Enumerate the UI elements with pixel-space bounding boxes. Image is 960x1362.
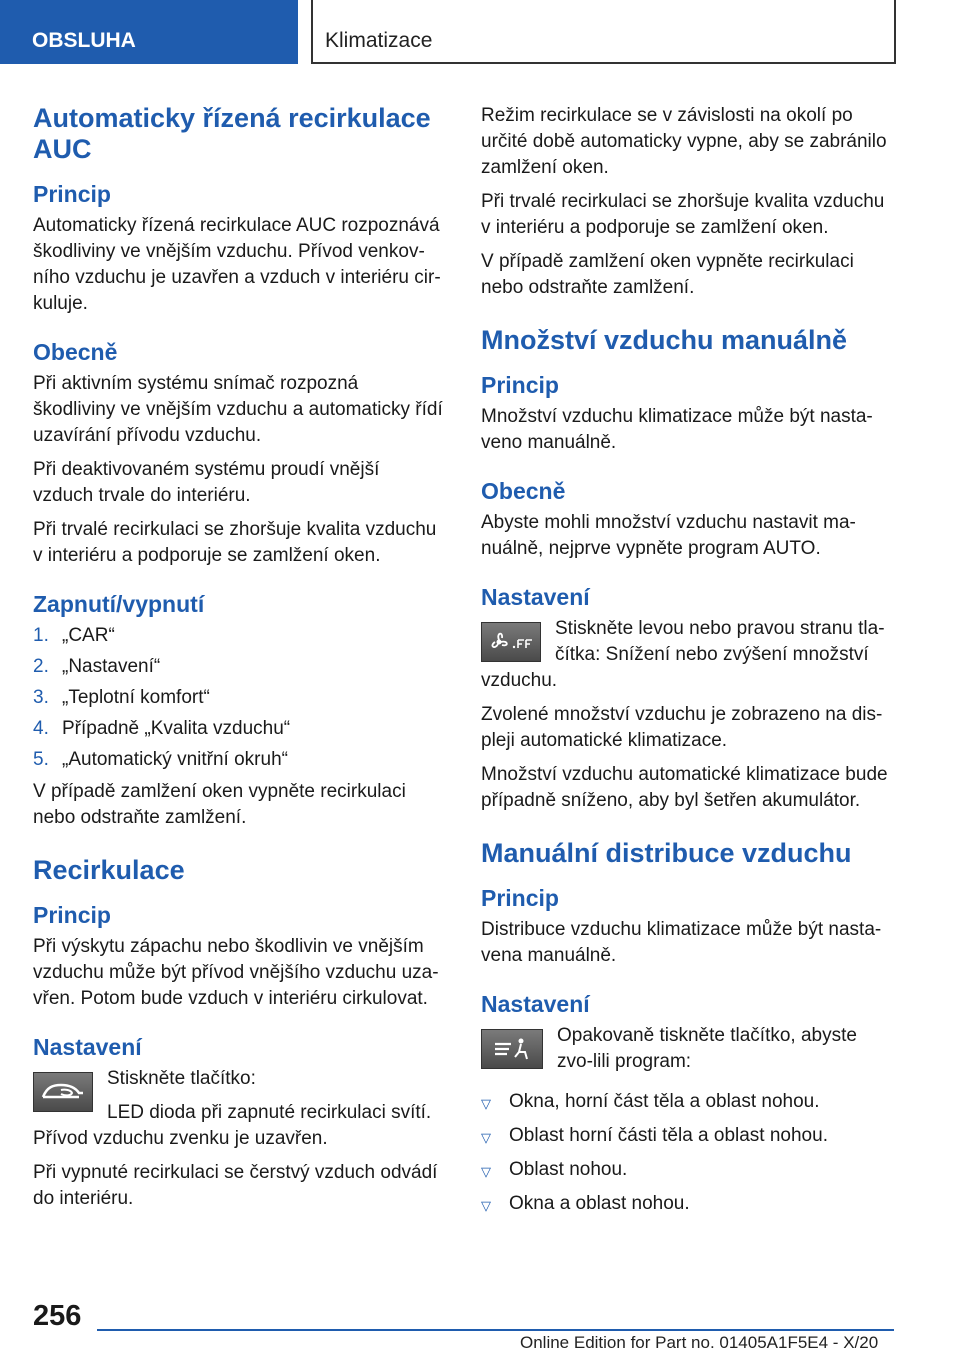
recirc-princip-text: Při výskytu zápachu nebo škodlivin ve vnějším vzduchu může být přívod vnějšího vzduchu uza-vřen. Potom bude vzduch v interiéru cirkulovat. bbox=[33, 936, 439, 1009]
heading-mnozstvi: Množství vzduchu manuálně bbox=[481, 325, 848, 355]
list-item bbox=[33, 623, 443, 649]
d-press-text: Opakovaně tiskněte tlačítko, abyste zvo-lili program: bbox=[557, 1025, 857, 1072]
auc-obecne-p3: Při trvalé recirkulaci se zhoršuje kvalita vzduchu v interiéru a podporuje se zamlžení oken. bbox=[33, 519, 437, 566]
section-tab: OBSLUHA bbox=[0, 0, 298, 64]
recirc-led-text: LED dioda při zapnuté recirkulaci svítí. Přívod vzduchu zvenku je uzavřen. bbox=[33, 1102, 432, 1149]
d-princip-text: Distribuce vzduchu klimatizace může být nasta-vena manuálně. bbox=[481, 919, 882, 966]
right-column bbox=[481, 103, 893, 1225]
heading-auc-princip: Princip bbox=[33, 181, 111, 207]
list-item bbox=[33, 685, 443, 711]
onoff-steps bbox=[33, 623, 443, 773]
heading-onoff: Zapnutí/vypnutí bbox=[33, 591, 205, 617]
right-top-p2: Při trvalé recirkulaci se zhoršuje kvalita vzduchu v interiéru a podporuje se zamlžení oken. bbox=[481, 191, 885, 238]
heading-recirc-nastaveni: Nastavení bbox=[33, 1034, 142, 1060]
heading-distribuce: Manuální distribuce vzduchu bbox=[481, 838, 852, 868]
step-number: 1. bbox=[33, 625, 49, 646]
program-text: Oblast nohou. bbox=[509, 1159, 628, 1180]
program-text: Okna, horní část těla a oblast nohou. bbox=[509, 1091, 820, 1112]
list-item bbox=[33, 716, 443, 742]
heading-recirc-princip: Princip bbox=[33, 902, 111, 928]
triangle-bullet-icon: ▽ bbox=[481, 1164, 491, 1179]
mn-princip-text: Množství vzduchu klimatizace může být nasta-veno manuálně. bbox=[481, 406, 873, 453]
heading-mn-nastaveni: Nastavení bbox=[481, 584, 590, 610]
fan-button-row bbox=[481, 616, 893, 702]
step-text: „Nastavení“ bbox=[62, 656, 161, 677]
auc-obecne-p2: Při deaktivovaném systému proudí vnější vzduch trvale do interiéru. bbox=[33, 459, 380, 506]
triangle-bullet-icon: ▽ bbox=[481, 1198, 491, 1213]
recirc-button-row bbox=[33, 1066, 443, 1160]
step-text: „Automatický vnitřní okruh“ bbox=[62, 749, 288, 770]
heading-recirc: Recirkulace bbox=[33, 855, 185, 885]
auc-obecne-p1: Při aktivním systému snímač rozpozná škodliviny ve vnějším vzduchu a automaticky řídí uzavírání přívodu vzduchu. bbox=[33, 373, 443, 446]
step-text: Případně „Kvalita vzduchu“ bbox=[62, 718, 291, 739]
topic-title: Klimatizace bbox=[311, 0, 896, 64]
program-text: Okna a oblast nohou. bbox=[509, 1193, 690, 1214]
list-item bbox=[481, 1191, 893, 1219]
list-item bbox=[481, 1089, 893, 1117]
list-item bbox=[481, 1157, 893, 1185]
onoff-note: V případě zamlžení oken vypněte recirkulaci nebo odstraňte zamlžení. bbox=[33, 781, 406, 828]
mn-p1: Zvolené množství vzduchu je zobrazeno na dis-pleji automatické klimatizace. bbox=[481, 704, 883, 751]
triangle-bullet-icon: ▽ bbox=[481, 1096, 491, 1111]
right-top-p1: Režim recirkulace se v závislosti na okolí po určité době automaticky vypne, aby se zabránilo zamlžení oken. bbox=[481, 105, 887, 178]
edition-text: Online Edition for Part no. 01405A1F5E4 - X/20 bbox=[520, 1333, 879, 1352]
recirc-off-text: Při vypnuté recirkulaci se čerstvý vzduch odvádí do interiéru. bbox=[33, 1162, 438, 1209]
footer-divider bbox=[97, 1329, 894, 1331]
step-number: 3. bbox=[33, 687, 49, 708]
step-text: „Teplotní komfort“ bbox=[62, 687, 210, 708]
distribution-button-row bbox=[481, 1023, 893, 1083]
heading-mn-obecne: Obecně bbox=[481, 478, 566, 504]
recirculation-icon bbox=[33, 1072, 93, 1112]
page-number: 256 bbox=[33, 1300, 82, 1332]
left-column bbox=[33, 103, 443, 1220]
heading-d-nastaveni: Nastavení bbox=[481, 991, 590, 1017]
step-number: 4. bbox=[33, 718, 49, 739]
step-text: „CAR“ bbox=[62, 625, 115, 646]
mn-obecne-text: Abyste mohli množství vzduchu nastavit ma-nuálně, nejprve vypněte program AUTO. bbox=[481, 512, 856, 559]
air-distribution-icon bbox=[481, 1029, 543, 1069]
heading-auc-obecne: Obecně bbox=[33, 339, 118, 365]
fan-off-icon bbox=[481, 622, 541, 662]
list-item bbox=[33, 747, 443, 773]
auc-princip-text: Automaticky řízená recirkulace AUC rozpoznává škodliviny ve vnějším vzduchu. Přívod venkov-ního vzduchu je uzavřen a vzduch v interiéru cir-kuluje. bbox=[33, 215, 441, 314]
list-item bbox=[33, 654, 443, 680]
mn-p2: Množství vzduchu automatické klimatizace bude případně sníženo, aby byl šetřen akumulátor. bbox=[481, 764, 888, 811]
mn-press-text: Stiskněte levou nebo pravou stranu tla-čítka: Snížení nebo zvýšení množství vzduchu. bbox=[481, 618, 885, 691]
recirc-press-text: Stiskněte tlačítko: bbox=[107, 1068, 256, 1089]
heading-mn-princip: Princip bbox=[481, 372, 559, 398]
right-top-p3: V případě zamlžení oken vypněte recirkulaci nebo odstraňte zamlžení. bbox=[481, 251, 854, 298]
step-number: 2. bbox=[33, 656, 49, 677]
step-number: 5. bbox=[33, 749, 49, 770]
heading-auc: Automaticky řízená recirkulace AUC bbox=[33, 103, 431, 164]
list-item bbox=[481, 1123, 893, 1151]
program-list bbox=[481, 1089, 893, 1219]
heading-d-princip: Princip bbox=[481, 885, 559, 911]
program-text: Oblast horní části těla a oblast nohou. bbox=[509, 1125, 828, 1146]
triangle-bullet-icon: ▽ bbox=[481, 1130, 491, 1145]
